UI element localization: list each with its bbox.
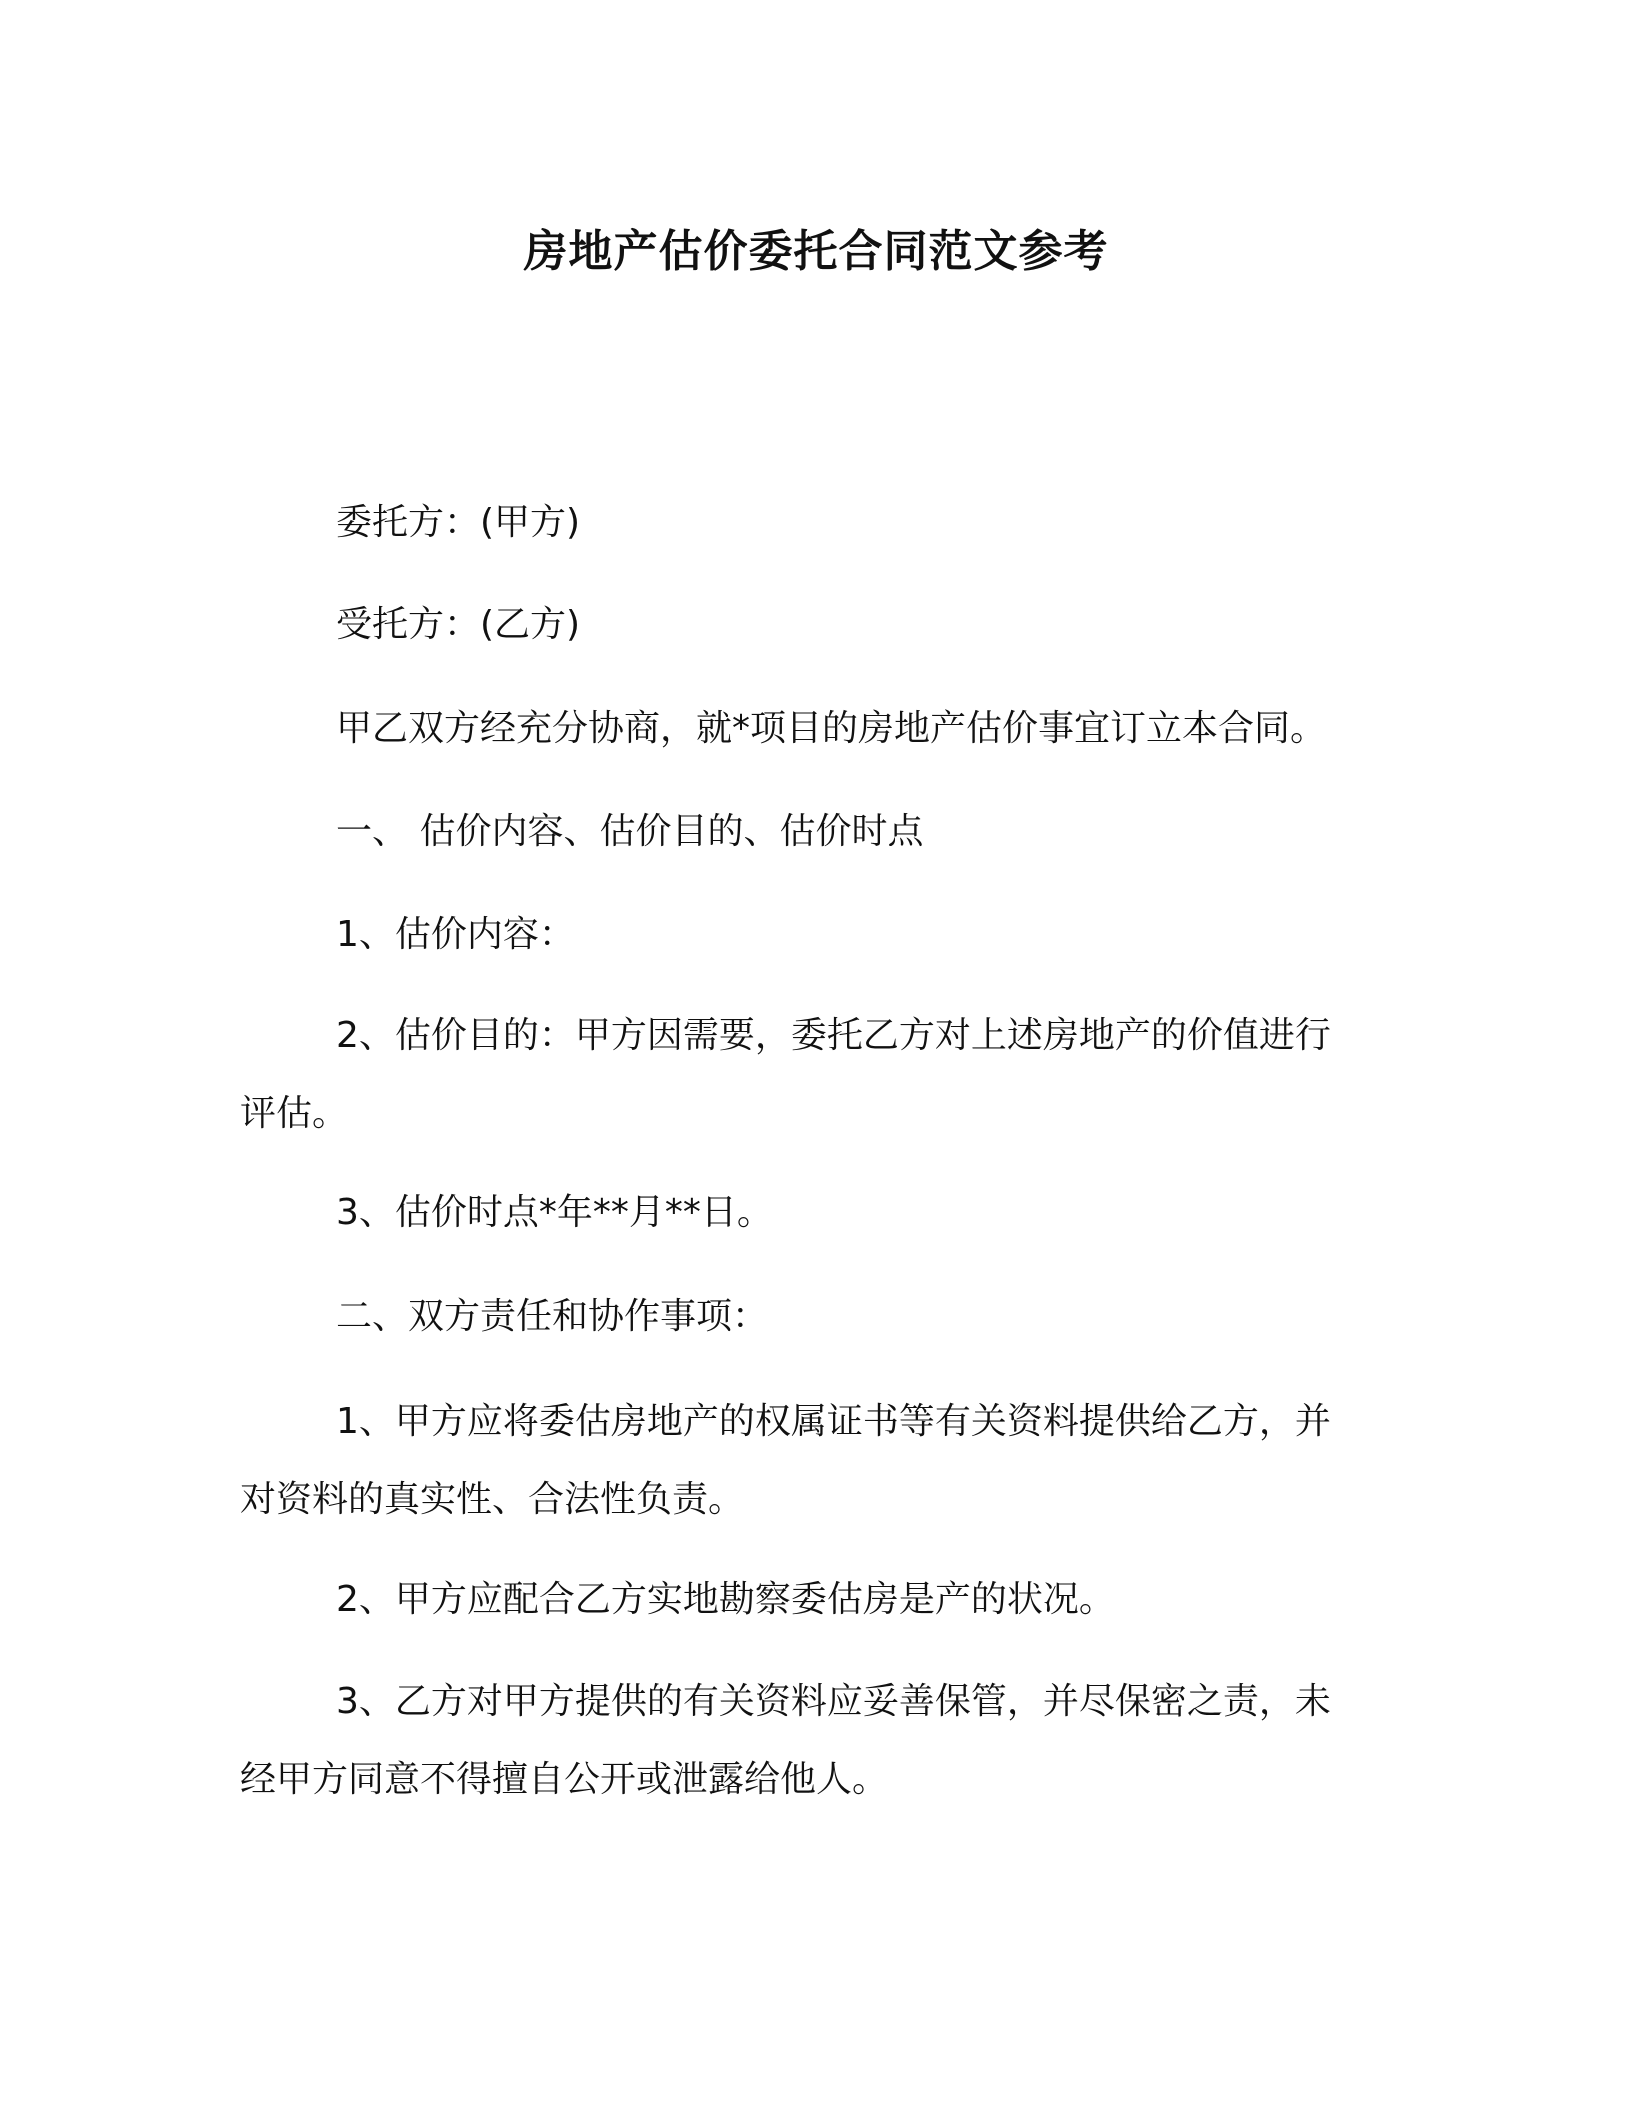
document-title: 房地产估价委托合同范文参考 [523,226,1109,277]
paragraph-contractor: 受托方：(乙方) [336,604,581,645]
paragraph-client: 委托方：(甲方) [336,502,581,543]
paragraph-item-2-3: 3、乙方对甲方提供的有关资料应妥善保管，并尽保密之责，未经甲方同意不得擅自公开或泄露给他人。 [240,1681,1331,1800]
paragraph-item-1-1: 1、估价内容： [336,914,575,955]
paragraph-item-1-3: 3、估价时点*年**月**日。 [336,1192,773,1233]
paragraph-item-2-1: 1、甲方应将委估房地产的权属证书等有关资料提供给乙方，并对资料的真实性、合法性负责。 [240,1401,1331,1520]
section-heading-1: 一、 估价内容、估价目的、估价时点 [336,811,924,852]
paragraph-intro: 甲乙双方经充分协商，就*项目的房地产估价事宜订立本合同。 [336,708,1327,749]
paragraph-item-2-2: 2、甲方应配合乙方实地勘察委估房是产的状况。 [336,1579,1115,1620]
section-heading-2: 二、双方责任和协作事项： [336,1296,769,1337]
paragraph-item-1-2: 2、估价目的：甲方因需要，委托乙方对上述房地产的价值进行评估。 [240,1015,1331,1134]
